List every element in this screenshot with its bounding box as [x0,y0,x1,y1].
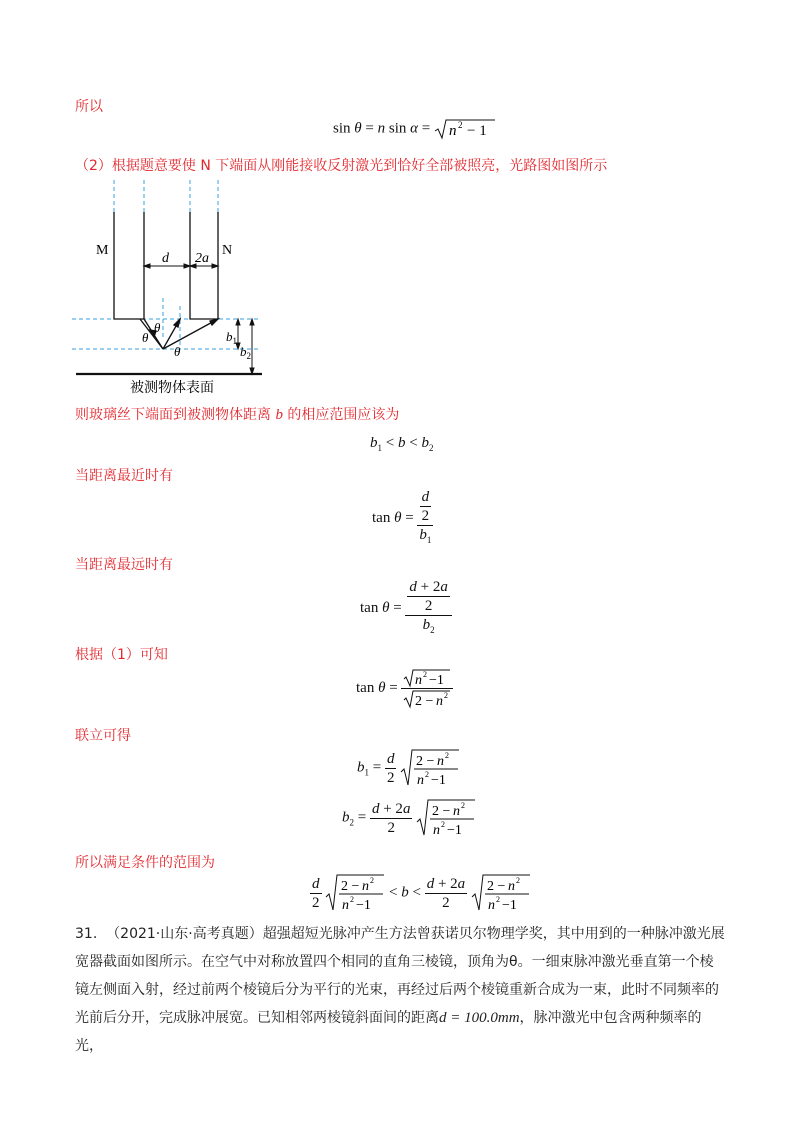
problem-31-line-1: 31. （2021·山东·高考真题）超强超短光脉冲产生方法曾获诺贝尔物理学奖，其中用到的一种脉冲激光展 [75,926,725,942]
svg-text:2 −: 2 − [341,879,360,894]
text-farthest: 当距离最远时有 [75,557,173,573]
svg-text:2: 2 [515,876,520,885]
formula-tan-n: tan θ = n 2 −1 2 − n 2 [356,668,453,709]
text-combine: 联立可得 [75,728,131,744]
svg-text:2: 2 [461,801,466,810]
label-N: N [222,243,233,258]
svg-text:n: n [453,804,461,819]
label-b1: $b_1$ [226,329,237,346]
text-so: 所以 [75,99,103,115]
svg-text:−1: −1 [356,898,372,913]
problem-31 [75,920,725,1060]
svg-text:2: 2 [423,670,428,679]
svg-text:−1: −1 [431,773,447,788]
label-d: d [162,251,169,266]
label-theta-3: θ [174,344,181,359]
svg-text:2: 2 [370,876,375,885]
svg-text:2: 2 [495,895,500,904]
problem-31-line-3: 镜左侧面入射，经过前两个棱镜后分为平行的光束，再经过后两个棱镜重新合成为一束，此时不同频率的 [75,982,719,998]
svg-text:2 −: 2 − [416,754,435,769]
label-theta-2: θ [142,330,149,345]
svg-text:n: n [362,879,370,894]
svg-text:−1: −1 [429,673,445,688]
label-2a: 2a [195,251,209,266]
problem-31-line-4: 光前后分开，完成脉冲展宽。已知相邻两棱镜斜面间的距离d = 100.0mm，脉冲激光中包含两种频率的光， [75,1010,702,1054]
svg-text:2 −: 2 − [415,694,434,709]
svg-text:n: n [437,754,445,769]
svg-text:2: 2 [457,120,463,130]
svg-text:− 1: − 1 [466,123,487,139]
svg-text:−1: −1 [447,823,463,838]
svg-text:n: n [433,823,441,838]
formula-tan-near: tan θ = $\frac{\frac{d}{2}}{b_1}$ [372,489,432,545]
label-b2: $b_2$ [240,344,251,361]
surface-label: 被测物体表面 [130,380,214,396]
svg-text:n: n [507,879,515,894]
svg-text:n: n [415,673,423,688]
label-M: M [96,243,109,258]
label-theta-1: θ [154,320,161,335]
svg-text:2 −: 2 − [432,804,451,819]
svg-text:n: n [487,898,495,913]
svg-text:2: 2 [425,770,430,779]
formula-sin: sin θ = n sin α = n 2 − 1 [333,118,496,140]
svg-text:2: 2 [350,895,355,904]
svg-text:n: n [448,123,457,139]
svg-text:n: n [436,694,444,709]
text-range-intro: 则玻璃丝下端面到被测物体距离 b 的相应范围应该为 [75,407,400,423]
svg-text:n: n [342,898,350,913]
text-from-part1: 根据（1）可知 [75,647,168,663]
text-part2: （2）根据题意要使 N 下端面从刚能接收反射激光到恰好全部被照亮，光路图如图所示 [75,158,608,174]
svg-text:n: n [417,773,425,788]
formula-tan-far: tan θ = $\frac{\frac{d + 2a}{2}}{b_2}$ [360,578,452,639]
svg-text:2: 2 [444,691,449,700]
sqrt-symbol [434,118,496,140]
formula-final-range: $\frac{d}{2}$ 2 − n 2 n 2 −1 < b < $\frac{d + 2a}{2}$ 2 − n 2 n 2 −1 [310,873,531,913]
problem-31-line-2: 宽器截面如图所示。在空气中对称放置四个相同的直角三棱镜，顶角为θ。一细束脉冲激光垂直第一个棱 [75,954,714,970]
svg-text:2: 2 [441,820,446,829]
light-path-diagram [70,178,270,398]
text-condition: 所以满足条件的范围为 [75,855,215,871]
svg-text:2 −: 2 − [486,879,506,894]
formula-b-range: $b_1 < b < b_2$ [370,435,434,453]
text-nearest: 当距离最近时有 [75,468,173,484]
formula-b2: $b_2$ = $\frac{d + 2a}{2}$ 2 − n 2 n 2 −1 [342,798,476,838]
svg-text:2: 2 [445,751,450,760]
formula-b1: $b_1$ = $\frac{d}{2}$ 2 − n 2 n 2 −1 [357,748,460,788]
svg-text:−1: −1 [501,898,517,913]
